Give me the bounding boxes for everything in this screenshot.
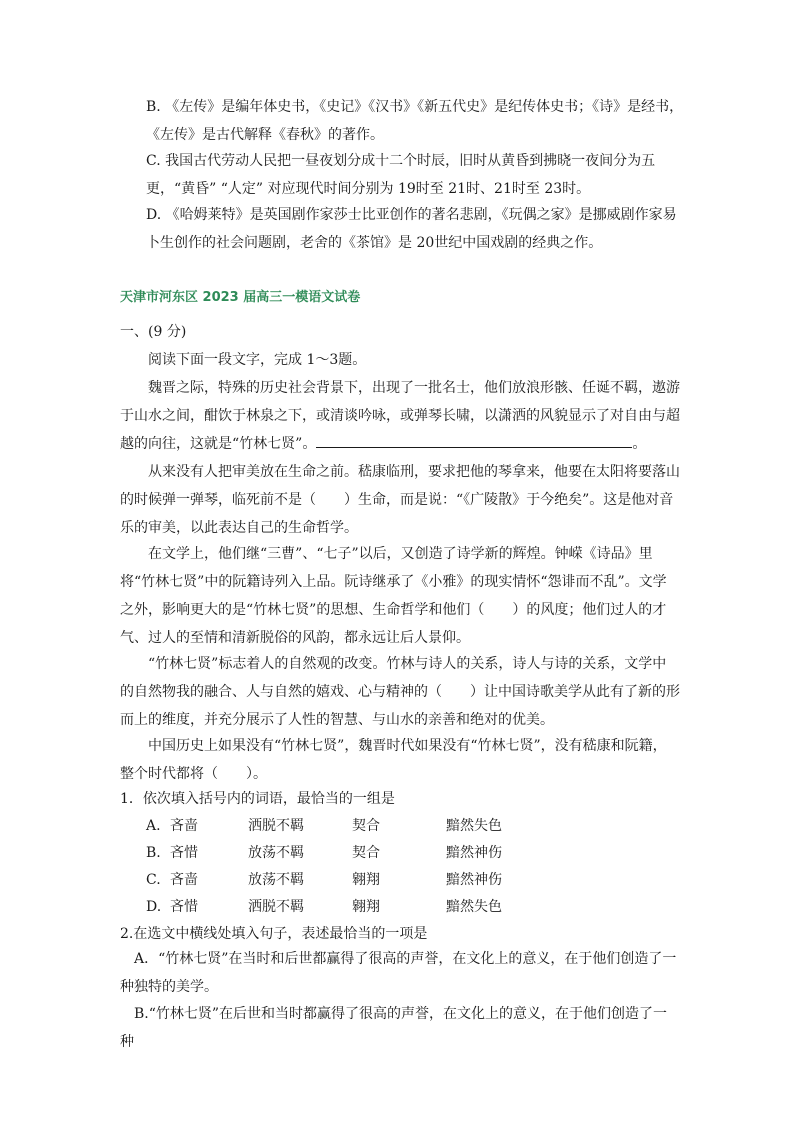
option-d-top: D. 《哈姆莱特》是英国剧作家莎士比亚创作的著名悲剧，《玩偶之家》是挪威剧作家易卜生创作的社会问题剧，老舍的《茶馆》是 20世纪中国戏剧的经典之作。	[146, 207, 677, 251]
choice-letter: A.	[146, 818, 161, 834]
choice-word-1: 吝惜	[170, 899, 198, 915]
choice-word-4: 黯然神伤	[446, 872, 502, 888]
choice-word-2: 放荡不羁	[248, 872, 304, 888]
choice-word-1: 吝啬	[170, 872, 198, 888]
choice-word-3: 翱翔	[352, 899, 380, 915]
choice-word-1: 吝惜	[170, 845, 198, 861]
choice-word-3: 契合	[352, 818, 380, 834]
choice-word-1: 吝啬	[170, 818, 198, 834]
choice-word-4: 黯然失色	[446, 899, 502, 915]
passage-paragraph-1	[120, 374, 680, 458]
choice-letter: C.	[146, 872, 161, 888]
passage-paragraph-4: “竹林七贤”标志着人的自然观的改变。竹林与诗人的关系，诗人与诗的关系，文学中的自然物我的融合、人与自然的嬉戏、心与精神的（ ）让中国诗歌美学从此有了新的形而上的维度，并充分展示了人性的智慧、与山水的亲善和绝对的优美。	[120, 656, 680, 728]
choice-word-2: 洒脱不羁	[248, 899, 304, 915]
choice-word-3: 翱翔	[352, 872, 380, 888]
option-c-top: C. 我国古代劳动人民把一昼夜划分成十二个时辰，旧时从黄昏到拂晓一夜间分为五更，“黄昏” “人定” 对应现代时间分别为 19时至 21时、21时至 23时。	[146, 153, 656, 197]
passage-paragraph-2: 从来没有人把审美放在生命之前。嵇康临刑，要求把他的琴拿来，他要在太阳将要落山的时候弹一弹琴，临死前不是（ ）生命，而是说：“《广陵散》于今绝矣”。这是他对音乐的审美，以此表达自己的生命哲学。	[120, 464, 680, 536]
choice-word-3: 契合	[352, 845, 380, 861]
choice-letter: B.	[146, 845, 161, 861]
choice-word-2: 放荡不羁	[248, 845, 304, 861]
option-b-top: B. 《左传》是编年体史书，《史记》《汉书》《新五代史》是纪传体史书；《诗》是经书，《左传》是古代解释《春秋》的著作。	[146, 99, 684, 143]
passage-paragraph-5: 中国历史上如果没有“竹林七贤”，魏晋时代如果没有“竹林七贤”，没有嵇康和阮籍，整个时代都将（ ）。	[120, 738, 667, 782]
passage-paragraph-1-text: 魏晋之际，特殊的历史社会背景下，出现了一批名士，他们放浪形骸、任诞不羁，遨游于山水之间，酣饮于林泉之下，或清谈吟咏，或弹琴长啸，以潇洒的风貌显示了对自由与超越的向往，这就是“竹林七贤”。	[120, 380, 680, 452]
question-2-option-a: A．“竹林七贤”在当时和后世都赢得了很高的声誉，在文化上的意义，在于他们创造了一种独特的美学。	[120, 951, 677, 995]
section-title: 一、(9 分)	[120, 324, 187, 340]
choice-letter: D.	[146, 899, 162, 915]
reading-instruction: 阅读下面一段文字，完成 1～3题。	[148, 352, 367, 368]
choice-word-2: 洒脱不羁	[248, 818, 304, 834]
choice-word-4: 黯然失色	[446, 818, 502, 834]
fill-blank-line	[316, 431, 632, 448]
choice-word-4: 黯然神伤	[446, 845, 502, 861]
exam-title: 天津市河东区 2023 届高三一模语文试卷	[120, 290, 361, 305]
passage-paragraph-3: 在文学上，他们继“三曹”、“七子”以后，又创造了诗学新的辉煌。钟嵘《诗品》里将“竹林七贤”中的阮籍诗列入上品。阮诗继承了《小雅》的现实情怀“怨诽而不乱”。文学之外，影响更大的是“竹林七贤”的思想、生命哲学和他们（ ）的风度；他们过人的才气、过人的至情和清新脱俗的风韵，都永远让后人景仰。	[120, 546, 667, 646]
passage-paragraph-1-end: 。	[632, 436, 647, 452]
question-2-title: 2.在选文中横线处填入句子，表述最恰当的一项是	[120, 926, 428, 942]
question-2-option-b: B.“竹林七贤”在后世和当时都赢得了很高的声誉，在文化上的意义，在于他们创造了一种	[120, 1006, 668, 1050]
question-1-title: 1．依次填入括号内的词语，最恰当的一组是	[120, 791, 395, 807]
